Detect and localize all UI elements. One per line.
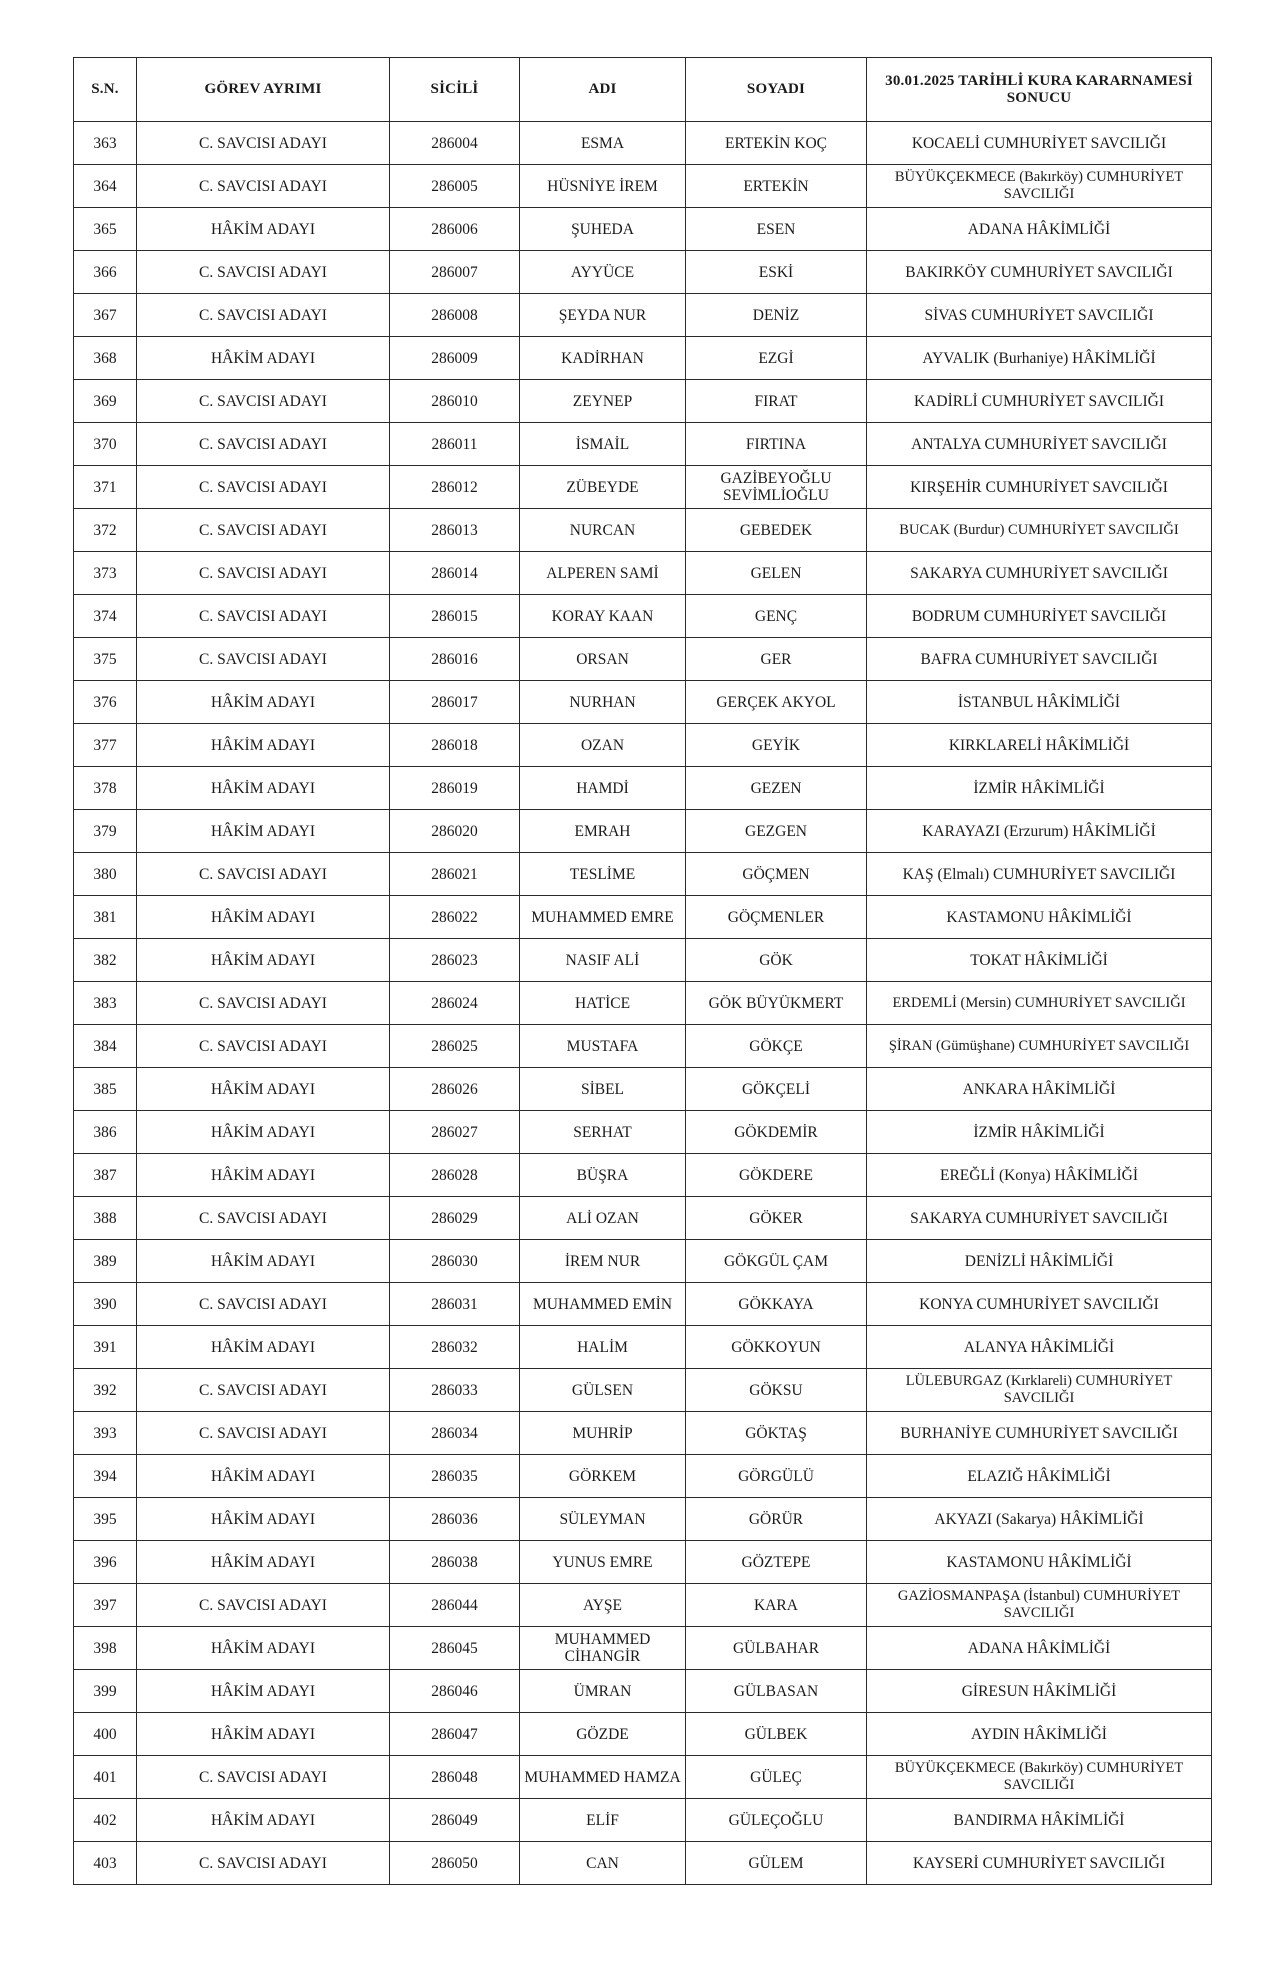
cell-gorev-ayrimi: HÂKİM ADAYI [137,1670,390,1713]
cell-adi: HAMDİ [520,767,686,810]
cell-gorev-ayrimi: HÂKİM ADAYI [137,337,390,380]
table-row [74,853,1212,896]
cell-soyadi: GENÇ [686,595,867,638]
cell-adi: ORSAN [520,638,686,681]
cell-sicili: 286017 [390,681,520,724]
cell-sicili: 286019 [390,767,520,810]
cell-sn: 402 [74,1799,137,1842]
cell-soyadi: GÖKTAŞ [686,1412,867,1455]
cell-kura-sonucu: BAFRA CUMHURİYET SAVCILIĞI [867,638,1212,681]
cell-adi: ELİF [520,1799,686,1842]
cell-adi: GÜLSEN [520,1369,686,1412]
cell-sn: 363 [74,122,137,165]
cell-sicili: 286010 [390,380,520,423]
cell-sn: 376 [74,681,137,724]
cell-adi: AYŞE [520,1584,686,1627]
cell-kura-sonucu: BANDIRMA HÂKİMLİĞİ [867,1799,1212,1842]
cell-kura-sonucu: SAKARYA CUMHURİYET SAVCILIĞI [867,1197,1212,1240]
cell-sicili: 286016 [390,638,520,681]
cell-sicili: 286012 [390,466,520,509]
cell-adi: EMRAH [520,810,686,853]
cell-sicili: 286004 [390,122,520,165]
cell-sicili: 286030 [390,1240,520,1283]
header-adi: ADI [520,58,686,122]
cell-soyadi: GÖÇMEN [686,853,867,896]
cell-soyadi: GEZEN [686,767,867,810]
cell-kura-sonucu: KASTAMONU HÂKİMLİĞİ [867,896,1212,939]
cell-gorev-ayrimi: HÂKİM ADAYI [137,1713,390,1756]
cell-sn: 389 [74,1240,137,1283]
cell-soyadi: GÜLEM [686,1842,867,1885]
cell-kura-sonucu: BÜYÜKÇEKMECE (Bakırköy) CUMHURİYET SAVCILIĞI [867,165,1212,208]
table-row [74,1369,1212,1412]
cell-adi: TESLİME [520,853,686,896]
table-row [74,1111,1212,1154]
cell-sn: 366 [74,251,137,294]
cell-sn: 373 [74,552,137,595]
cell-sicili: 286011 [390,423,520,466]
cell-gorev-ayrimi: HÂKİM ADAYI [137,1455,390,1498]
cell-adi: SİBEL [520,1068,686,1111]
table-row [74,1842,1212,1885]
cell-sn: 368 [74,337,137,380]
cell-adi: HÜSNİYE İREM [520,165,686,208]
cell-sn: 377 [74,724,137,767]
cell-adi: HALİM [520,1326,686,1369]
cell-soyadi: GÖKDERE [686,1154,867,1197]
cell-sn: 395 [74,1498,137,1541]
cell-soyadi: FIRAT [686,380,867,423]
cell-sn: 374 [74,595,137,638]
cell-kura-sonucu: EREĞLİ (Konya) HÂKİMLİĞİ [867,1154,1212,1197]
cell-gorev-ayrimi: HÂKİM ADAYI [137,1068,390,1111]
table-row [74,1455,1212,1498]
cell-soyadi: GÜLEÇ [686,1756,867,1799]
header-kura-sonucu: 30.01.2025 TARİHLİ KURA KARARNAMESİ SONUCU [867,58,1212,122]
cell-sn: 378 [74,767,137,810]
cell-sn: 396 [74,1541,137,1584]
cell-soyadi: GÖKGÜL ÇAM [686,1240,867,1283]
cell-adi: HATİCE [520,982,686,1025]
cell-gorev-ayrimi: HÂKİM ADAYI [137,1541,390,1584]
cell-sicili: 286009 [390,337,520,380]
table-row [74,423,1212,466]
cell-soyadi: EZGİ [686,337,867,380]
cell-gorev-ayrimi: C. SAVCISI ADAYI [137,853,390,896]
cell-sicili: 286031 [390,1283,520,1326]
cell-sicili: 286028 [390,1154,520,1197]
cell-gorev-ayrimi: HÂKİM ADAYI [137,1240,390,1283]
cell-adi: NURHAN [520,681,686,724]
cell-sn: 387 [74,1154,137,1197]
cell-kura-sonucu: AYDIN HÂKİMLİĞİ [867,1713,1212,1756]
cell-soyadi: GER [686,638,867,681]
cell-soyadi: GÜLBEK [686,1713,867,1756]
table-row [74,251,1212,294]
cell-soyadi: GELEN [686,552,867,595]
cell-kura-sonucu: GİRESUN HÂKİMLİĞİ [867,1670,1212,1713]
table-row [74,165,1212,208]
cell-sicili: 286047 [390,1713,520,1756]
cell-sicili: 286033 [390,1369,520,1412]
cell-sn: 379 [74,810,137,853]
cell-soyadi: GÖKÇE [686,1025,867,1068]
cell-sicili: 286044 [390,1584,520,1627]
cell-kura-sonucu: KOCAELİ CUMHURİYET SAVCILIĞI [867,122,1212,165]
cell-kura-sonucu: ANKARA HÂKİMLİĞİ [867,1068,1212,1111]
cell-gorev-ayrimi: C. SAVCISI ADAYI [137,423,390,466]
cell-sicili: 286005 [390,165,520,208]
cell-adi: SÜLEYMAN [520,1498,686,1541]
cell-soyadi: GÖKDEMİR [686,1111,867,1154]
cell-sn: 365 [74,208,137,251]
cell-kura-sonucu: AYVALIK (Burhaniye) HÂKİMLİĞİ [867,337,1212,380]
header-sicili: SİCİLİ [390,58,520,122]
cell-adi: ESMA [520,122,686,165]
table-row [74,767,1212,810]
table-row [74,896,1212,939]
cell-adi: CAN [520,1842,686,1885]
cell-kura-sonucu: KAŞ (Elmalı) CUMHURİYET SAVCILIĞI [867,853,1212,896]
cell-kura-sonucu: ADANA HÂKİMLİĞİ [867,1627,1212,1670]
cell-soyadi: GÖKKAYA [686,1283,867,1326]
table-row [74,1756,1212,1799]
cell-sicili: 286013 [390,509,520,552]
cell-kura-sonucu: ŞİRAN (Gümüşhane) CUMHURİYET SAVCILIĞI [867,1025,1212,1068]
cell-kura-sonucu: TOKAT HÂKİMLİĞİ [867,939,1212,982]
cell-gorev-ayrimi: C. SAVCISI ADAYI [137,1283,390,1326]
cell-gorev-ayrimi: HÂKİM ADAYI [137,208,390,251]
cell-soyadi: GEZGEN [686,810,867,853]
cell-soyadi: ESEN [686,208,867,251]
table-row [74,294,1212,337]
cell-adi: İREM NUR [520,1240,686,1283]
table-row [74,1154,1212,1197]
cell-gorev-ayrimi: C. SAVCISI ADAYI [137,1197,390,1240]
table-row [74,1627,1212,1670]
cell-sn: 400 [74,1713,137,1756]
cell-kura-sonucu: KASTAMONU HÂKİMLİĞİ [867,1541,1212,1584]
cell-soyadi: GERÇEK AKYOL [686,681,867,724]
cell-soyadi: GÜLBAHAR [686,1627,867,1670]
cell-adi: MUSTAFA [520,1025,686,1068]
cell-sn: 375 [74,638,137,681]
cell-adi: OZAN [520,724,686,767]
cell-gorev-ayrimi: HÂKİM ADAYI [137,767,390,810]
table-row [74,122,1212,165]
cell-sicili: 286022 [390,896,520,939]
cell-kura-sonucu: ERDEMLİ (Mersin) CUMHURİYET SAVCILIĞI [867,982,1212,1025]
table-row [74,724,1212,767]
cell-kura-sonucu: BÜYÜKÇEKMECE (Bakırköy) CUMHURİYET SAVCILIĞI [867,1756,1212,1799]
cell-sn: 392 [74,1369,137,1412]
cell-soyadi: GÜLEÇOĞLU [686,1799,867,1842]
cell-soyadi: GÖK BÜYÜKMERT [686,982,867,1025]
cell-gorev-ayrimi: HÂKİM ADAYI [137,1627,390,1670]
assignment-table [73,57,1212,1885]
cell-adi: GÖRKEM [520,1455,686,1498]
cell-gorev-ayrimi: HÂKİM ADAYI [137,810,390,853]
cell-soyadi: GÖKSU [686,1369,867,1412]
cell-soyadi: GÖRGÜLÜ [686,1455,867,1498]
cell-sn: 391 [74,1326,137,1369]
cell-sn: 398 [74,1627,137,1670]
cell-sicili: 286034 [390,1412,520,1455]
table-row [74,1799,1212,1842]
cell-sn: 364 [74,165,137,208]
table-row [74,1670,1212,1713]
cell-sn: 371 [74,466,137,509]
cell-kura-sonucu: İZMİR HÂKİMLİĞİ [867,1111,1212,1154]
table-row [74,1412,1212,1455]
cell-adi: MUHAMMED HAMZA [520,1756,686,1799]
cell-adi: SERHAT [520,1111,686,1154]
cell-kura-sonucu: BAKIRKÖY CUMHURİYET SAVCILIĞI [867,251,1212,294]
cell-sn: 381 [74,896,137,939]
cell-sicili: 286036 [390,1498,520,1541]
cell-sn: 399 [74,1670,137,1713]
cell-adi: KADİRHAN [520,337,686,380]
cell-sn: 372 [74,509,137,552]
cell-soyadi: FIRTINA [686,423,867,466]
cell-kura-sonucu: ELAZIĞ HÂKİMLİĞİ [867,1455,1212,1498]
document-page [73,57,1211,1885]
cell-sn: 386 [74,1111,137,1154]
cell-sicili: 286021 [390,853,520,896]
cell-soyadi: GÖKKOYUN [686,1326,867,1369]
cell-kura-sonucu: SAKARYA CUMHURİYET SAVCILIĞI [867,552,1212,595]
cell-gorev-ayrimi: HÂKİM ADAYI [137,1498,390,1541]
cell-kura-sonucu: KARAYAZI (Erzurum) HÂKİMLİĞİ [867,810,1212,853]
cell-gorev-ayrimi: C. SAVCISI ADAYI [137,1025,390,1068]
cell-sn: 367 [74,294,137,337]
cell-soyadi: DENİZ [686,294,867,337]
cell-adi: MUHRİP [520,1412,686,1455]
cell-adi: ŞUHEDA [520,208,686,251]
cell-adi: AYYÜCE [520,251,686,294]
header-soyadi: SOYADI [686,58,867,122]
cell-gorev-ayrimi: C. SAVCISI ADAYI [137,552,390,595]
cell-adi: NURCAN [520,509,686,552]
cell-kura-sonucu: BURHANİYE CUMHURİYET SAVCILIĞI [867,1412,1212,1455]
cell-kura-sonucu: LÜLEBURGAZ (Kırklareli) CUMHURİYET SAVCILIĞI [867,1369,1212,1412]
cell-sn: 380 [74,853,137,896]
table-header-row [74,58,1212,122]
cell-kura-sonucu: İZMİR HÂKİMLİĞİ [867,767,1212,810]
cell-soyadi: GÖRÜR [686,1498,867,1541]
cell-kura-sonucu: BUCAK (Burdur) CUMHURİYET SAVCILIĞI [867,509,1212,552]
cell-sicili: 286020 [390,810,520,853]
cell-adi: ŞEYDA NUR [520,294,686,337]
cell-soyadi: GÖZTEPE [686,1541,867,1584]
cell-adi: ALİ OZAN [520,1197,686,1240]
cell-gorev-ayrimi: HÂKİM ADAYI [137,724,390,767]
cell-kura-sonucu: GAZİOSMANPAŞA (İstanbul) CUMHURİYET SAVCILIĞI [867,1584,1212,1627]
cell-sn: 383 [74,982,137,1025]
cell-adi: ZEYNEP [520,380,686,423]
cell-sicili: 286006 [390,208,520,251]
table-row [74,1240,1212,1283]
cell-sicili: 286045 [390,1627,520,1670]
cell-sicili: 286024 [390,982,520,1025]
cell-gorev-ayrimi: HÂKİM ADAYI [137,939,390,982]
cell-gorev-ayrimi: HÂKİM ADAYI [137,1326,390,1369]
cell-adi: NASIF ALİ [520,939,686,982]
cell-sicili: 286035 [390,1455,520,1498]
table-row [74,380,1212,423]
cell-gorev-ayrimi: HÂKİM ADAYI [137,896,390,939]
table-row [74,638,1212,681]
cell-gorev-ayrimi: HÂKİM ADAYI [137,1111,390,1154]
cell-sicili: 286018 [390,724,520,767]
cell-adi: KORAY KAAN [520,595,686,638]
table-row [74,1025,1212,1068]
cell-sicili: 286032 [390,1326,520,1369]
cell-gorev-ayrimi: C. SAVCISI ADAYI [137,595,390,638]
cell-adi: GÖZDE [520,1713,686,1756]
cell-gorev-ayrimi: C. SAVCISI ADAYI [137,165,390,208]
cell-kura-sonucu: KIRKLARELİ HÂKİMLİĞİ [867,724,1212,767]
table-row [74,208,1212,251]
cell-kura-sonucu: DENİZLİ HÂKİMLİĞİ [867,1240,1212,1283]
cell-soyadi: GÜLBASAN [686,1670,867,1713]
cell-gorev-ayrimi: HÂKİM ADAYI [137,681,390,724]
table-row [74,1068,1212,1111]
cell-soyadi: GEYİK [686,724,867,767]
table-row [74,1584,1212,1627]
cell-sn: 385 [74,1068,137,1111]
cell-adi: ÜMRAN [520,1670,686,1713]
cell-sicili: 286026 [390,1068,520,1111]
cell-gorev-ayrimi: C. SAVCISI ADAYI [137,982,390,1025]
cell-sn: 384 [74,1025,137,1068]
cell-soyadi: KARA [686,1584,867,1627]
cell-adi: ZÜBEYDE [520,466,686,509]
cell-sicili: 286027 [390,1111,520,1154]
cell-sicili: 286048 [390,1756,520,1799]
cell-sn: 370 [74,423,137,466]
cell-gorev-ayrimi: C. SAVCISI ADAYI [137,1842,390,1885]
cell-gorev-ayrimi: HÂKİM ADAYI [137,1799,390,1842]
cell-kura-sonucu: ANTALYA CUMHURİYET SAVCILIĞI [867,423,1212,466]
table-row [74,1541,1212,1584]
cell-sicili: 286025 [390,1025,520,1068]
cell-sn: 382 [74,939,137,982]
cell-adi: YUNUS EMRE [520,1541,686,1584]
cell-kura-sonucu: BODRUM CUMHURİYET SAVCILIĞI [867,595,1212,638]
cell-kura-sonucu: İSTANBUL HÂKİMLİĞİ [867,681,1212,724]
cell-kura-sonucu: KIRŞEHİR CUMHURİYET SAVCILIĞI [867,466,1212,509]
cell-sicili: 286038 [390,1541,520,1584]
cell-kura-sonucu: KAYSERİ CUMHURİYET SAVCILIĞI [867,1842,1212,1885]
cell-gorev-ayrimi: C. SAVCISI ADAYI [137,638,390,681]
cell-gorev-ayrimi: C. SAVCISI ADAYI [137,122,390,165]
cell-sicili: 286014 [390,552,520,595]
cell-adi: BÜŞRA [520,1154,686,1197]
table-row [74,337,1212,380]
cell-gorev-ayrimi: C. SAVCISI ADAYI [137,251,390,294]
table-body [74,122,1212,1885]
cell-soyadi: GÖKÇELİ [686,1068,867,1111]
cell-sicili: 286023 [390,939,520,982]
header-gorev-ayrimi: GÖREV AYRIMI [137,58,390,122]
cell-soyadi: GÖÇMENLER [686,896,867,939]
cell-adi: ALPEREN SAMİ [520,552,686,595]
cell-gorev-ayrimi: C. SAVCISI ADAYI [137,1412,390,1455]
cell-sn: 403 [74,1842,137,1885]
cell-sicili: 286008 [390,294,520,337]
cell-kura-sonucu: ALANYA HÂKİMLİĞİ [867,1326,1212,1369]
cell-kura-sonucu: KADİRLİ CUMHURİYET SAVCILIĞI [867,380,1212,423]
table-row [74,1326,1212,1369]
table-row [74,1713,1212,1756]
cell-soyadi: GEBEDEK [686,509,867,552]
cell-soyadi: GAZİBEYOĞLU SEVİMLİOĞLU [686,466,867,509]
cell-kura-sonucu: SİVAS CUMHURİYET SAVCILIĞI [867,294,1212,337]
cell-kura-sonucu: KONYA CUMHURİYET SAVCILIĞI [867,1283,1212,1326]
table-row [74,552,1212,595]
cell-sn: 388 [74,1197,137,1240]
cell-gorev-ayrimi: C. SAVCISI ADAYI [137,1584,390,1627]
cell-adi: MUHAMMED EMİN [520,1283,686,1326]
table-row [74,982,1212,1025]
cell-sicili: 286050 [390,1842,520,1885]
cell-adi: İSMAİL [520,423,686,466]
cell-sicili: 286046 [390,1670,520,1713]
table-row [74,1283,1212,1326]
cell-soyadi: ESKİ [686,251,867,294]
table-row [74,466,1212,509]
cell-gorev-ayrimi: HÂKİM ADAYI [137,1154,390,1197]
cell-soyadi: ERTEKİN KOÇ [686,122,867,165]
cell-adi: MUHAMMED CİHANGİR [520,1627,686,1670]
cell-sn: 390 [74,1283,137,1326]
header-sn: S.N. [74,58,137,122]
cell-soyadi: GÖKER [686,1197,867,1240]
cell-gorev-ayrimi: C. SAVCISI ADAYI [137,380,390,423]
cell-gorev-ayrimi: C. SAVCISI ADAYI [137,1756,390,1799]
table-row [74,810,1212,853]
cell-kura-sonucu: ADANA HÂKİMLİĞİ [867,208,1212,251]
cell-gorev-ayrimi: C. SAVCISI ADAYI [137,294,390,337]
cell-sn: 401 [74,1756,137,1799]
cell-adi: MUHAMMED EMRE [520,896,686,939]
table-row [74,939,1212,982]
cell-gorev-ayrimi: C. SAVCISI ADAYI [137,509,390,552]
cell-sn: 369 [74,380,137,423]
cell-sn: 393 [74,1412,137,1455]
cell-gorev-ayrimi: C. SAVCISI ADAYI [137,1369,390,1412]
cell-soyadi: ERTEKİN [686,165,867,208]
cell-kura-sonucu: AKYAZI (Sakarya) HÂKİMLİĞİ [867,1498,1212,1541]
table-row [74,509,1212,552]
cell-gorev-ayrimi: C. SAVCISI ADAYI [137,466,390,509]
table-row [74,595,1212,638]
table-row [74,1197,1212,1240]
cell-soyadi: GÖK [686,939,867,982]
table-row [74,681,1212,724]
cell-sicili: 286029 [390,1197,520,1240]
cell-sicili: 286015 [390,595,520,638]
cell-sicili: 286007 [390,251,520,294]
cell-sicili: 286049 [390,1799,520,1842]
table-row [74,1498,1212,1541]
cell-sn: 397 [74,1584,137,1627]
cell-sn: 394 [74,1455,137,1498]
